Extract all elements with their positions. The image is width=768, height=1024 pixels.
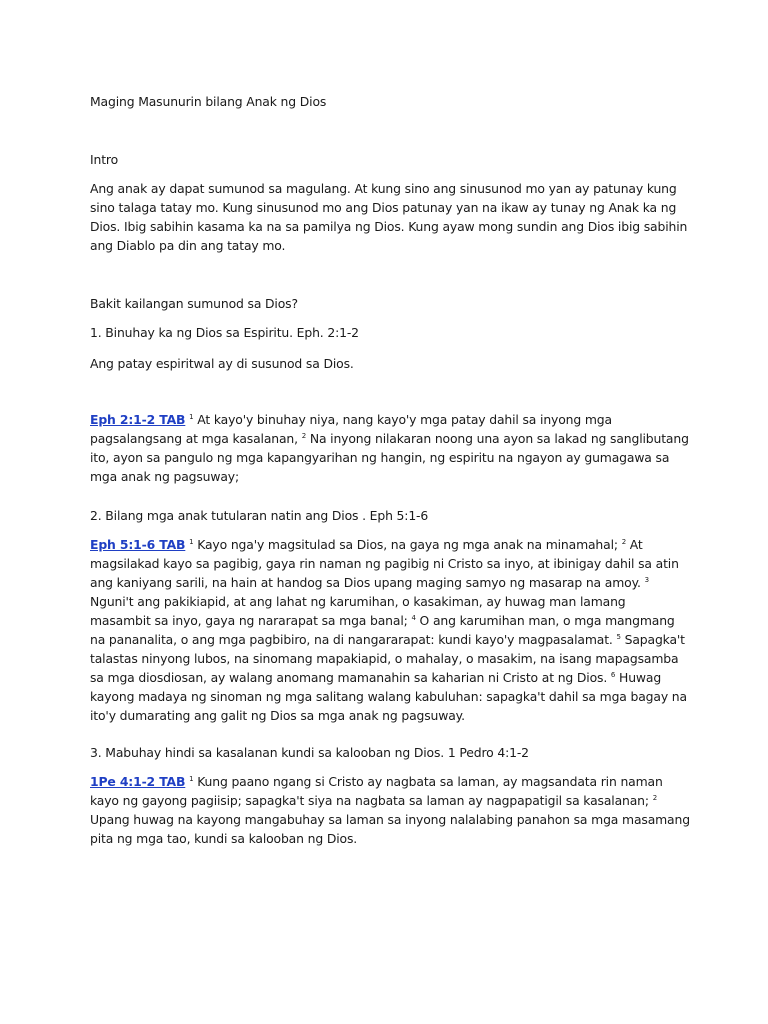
verse-text: Sapagka't talastas ninyong lubos, na sinomang mapakiapid, o mahalay, o masakim, na isang mapagsamba sa mga diosdiosan, ay walang anomang mamanahin sa kaharian ni Cristo at ng Dios. [90, 632, 685, 685]
scripture-link-1pe-4[interactable]: 1Pe 4:1-2 TAB [90, 774, 186, 789]
point-1-scripture [90, 410, 690, 486]
scripture-link-eph-2[interactable]: Eph 2:1-2 TAB [90, 412, 186, 427]
point-3-scripture [90, 772, 690, 848]
verse-number: 2 [652, 794, 658, 802]
verse-number: 2 [301, 432, 307, 440]
document-title: Maging Masunurin bilang Anak ng Dios [90, 94, 327, 109]
verse-number: 1 [189, 413, 194, 421]
verse-text: O ang karumihan man, o mga mangmang na pananalita, o ang mga pagbibiro, na di nangararapat: kundi kayo'y magpasalamat. [90, 613, 675, 647]
point-1-heading: 1. Binuhay ka ng Dios sa Espiritu. Eph. 2:1-2 [90, 325, 359, 340]
verse-text: At magsilakad kayo sa pagibig, gaya rin naman ng pagibig ni Cristo sa inyo, at ibinigay dahil sa atin ang kaniyang sarili, na hain at handog sa Dios upang maging samyo ng masarap na amoy. [90, 537, 679, 590]
scripture-link-eph-5[interactable]: Eph 5:1-6 TAB [90, 537, 186, 552]
verse-number: 1 [189, 538, 194, 546]
verse-text: Kung paano ngang si Cristo ay nagbata sa laman, ay magsandata rin naman kayo ng gayong pagiisip; sapagka't siya na nagbata sa laman ay nagpapatigil sa kasalanan; [90, 774, 663, 808]
point-2-scripture [90, 535, 690, 725]
verse-text: Huwag kayong madaya ng sinoman ng mga salitang walang kabuluhan: sapagka't dahil sa mga bagay na ito'y dumarating ang galit ng Dios sa mga anak ng pagsuway. [90, 670, 687, 723]
verse-text: Kayo nga'y magsitulad sa Dios, na gaya ng mga anak na minamahal; [197, 537, 618, 552]
verse-text: At kayo'y binuhay niya, nang kayo'y mga patay dahil sa inyong mga pagsalangsang at mga kasalanan, [90, 412, 612, 446]
verse-number: 2 [621, 538, 626, 546]
question-heading: Bakit kailangan sumunod sa Dios? [90, 296, 298, 311]
verse-text: Na inyong nilakaran noong una ayon sa lakad ng sanglibutang ito, ayon sa pangulo ng mga kapangyarihan ng hangin, ng espiritu na ngayon ay gumagawa sa mga anak ng pagsuway; [90, 431, 689, 484]
verse-number: 3 [644, 576, 649, 584]
verse-number: 4 [411, 614, 416, 622]
verse-text: Upang huwag na kayong mangabuhay sa laman sa inyong nalalabing panahon sa mga masamang pita ng mga tao, kundi sa kalooban ng Dios. [90, 812, 690, 846]
verse-number: 5 [616, 633, 621, 641]
point-1-note: Ang patay espiritwal ay di susunod sa Dios. [90, 356, 354, 371]
point-3-heading: 3. Mabuhay hindi sa kasalanan kundi sa kalooban ng Dios. 1 Pedro 4:1-2 [90, 745, 529, 760]
intro-heading: Intro [90, 152, 119, 167]
point-2-heading: 2. Bilang mga anak tutularan natin ang Dios . Eph 5:1-6 [90, 508, 429, 523]
verse-number: 1 [189, 775, 194, 783]
verse-text: Nguni't ang pakikiapid, at ang lahat ng karumihan, o kasakiman, ay huwag man lamang masambit sa inyo, gaya ng nararapat sa mga banal; [90, 594, 626, 628]
verse-number: 6 [610, 671, 616, 679]
intro-paragraph: Ang anak ay dapat sumunod sa magulang. At kung sino ang sinusunod mo yan ay patunay kung sino talaga tatay mo. Kung sinusunod mo ang Dios patunay yan na ikaw ay tunay ng Anak ka ng Dios. Ibig sabihin kasama ka na sa pamilya ng Dios. Kung ayaw mong sundin ang Dios ibig sabihin ang Diablo pa din ang tatay mo. [90, 181, 688, 253]
